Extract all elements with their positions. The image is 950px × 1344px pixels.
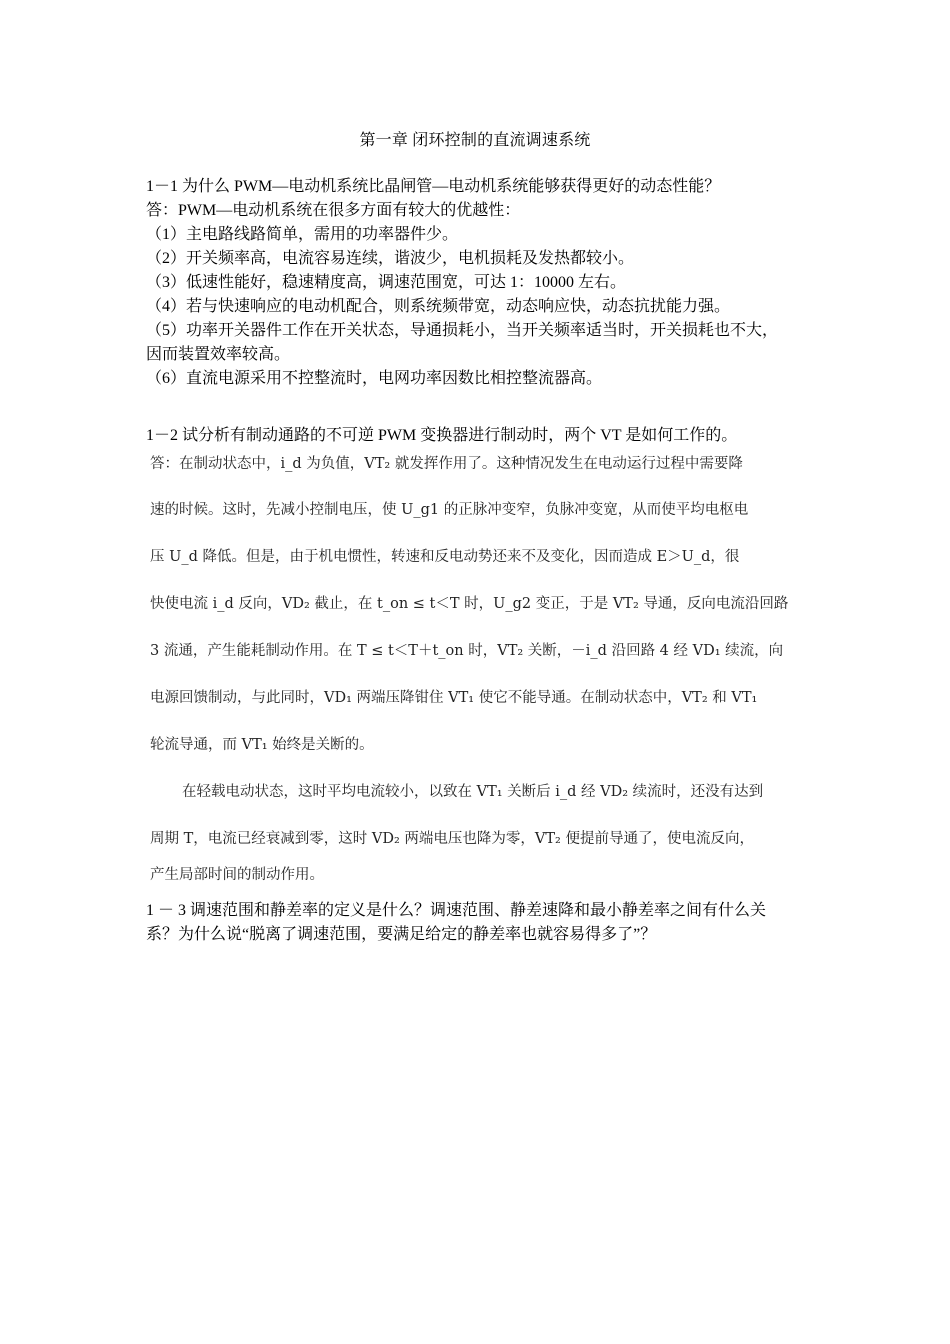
answer-1-2-line: 3 流通，产生能耗制动作用。在 T ≤ t＜T＋t_on 时，VT₂ 关断，－i_d 沿回路 4 经 VD₁ 续流，向 xyxy=(150,643,784,659)
answer-1-2-line: 答：在制动状态中，i_d 为负值，VT₂ 就发挥作用了。这种情况发生在电动运行过程中需要降 xyxy=(150,456,743,472)
answer-1-2-line: 速的时候。这时，先减小控制电压，使 U_g1 的正脉冲变窄，负脉冲变宽，从而使平均电枢电 xyxy=(150,502,749,518)
answer-point: （1）主电路线路简单，需用的功率器件少。 xyxy=(146,226,459,243)
answer-point: （6）直流电源采用不控整流时，电网功率因数比相控整流器高。 xyxy=(146,370,603,387)
question-1-1-block xyxy=(146,175,816,391)
answer-point: （4）若与快速响应的电动机配合，则系统频带宽，动态响应快，动态抗扰能力强。 xyxy=(146,298,731,315)
answer-point: （3）低速性能好，稳速精度高，调速范围宽，可达 1：10000 左右。 xyxy=(146,274,627,291)
answer-1-2-line: 在轻载电动状态，这时平均电流较小，以致在 VT₁ 关断后 i_d 经 VD₂ 续流时，还没有达到 xyxy=(182,784,764,800)
answer-1-2-line: 轮流导通，而 VT₁ 始终是关断的。 xyxy=(150,737,374,753)
answer-1-1-intro: 答：PWM—电动机系统在很多方面有较大的优越性： xyxy=(146,202,521,219)
answer-1-2-line: 周期 T，电流已经衰减到零，这时 VD₂ 两端电压也降为零，VT₂ 便提前导通了，使电流反向， xyxy=(150,831,754,847)
question-1-1: 1－1 为什么 PWM—电动机系统比晶闸管—电动机系统能够获得更好的动态性能？ xyxy=(146,178,721,195)
answer-1-2-line: 压 U_d 降低。但是，由于机电惯性，转速和反电动势还来不及变化，因而造成 E＞U_d，很 xyxy=(150,549,740,565)
answer-point: （2）开关频率高，电流容易连续，谐波少，电机损耗及发热都较小。 xyxy=(146,250,635,267)
question-1-2: 1－2 试分析有制动通路的不可逆 PWM 变换器进行制动时，两个 VT 是如何工作的。 xyxy=(146,427,738,444)
answer-1-2-line: 快使电流 i_d 反向，VD₂ 截止，在 t_on ≤ t＜T 时，U_g2 变正，于是 VT₂ 导通，反向电流沿回路 xyxy=(150,596,789,612)
answer-point: 因而装置效率较高。 xyxy=(146,346,291,363)
question-1-3-line: 系？为什么说“脱离了调速范围，要满足给定的静差率也就容易得多了”？ xyxy=(146,926,657,943)
question-1-3-block xyxy=(146,899,826,947)
answer-point: （5）功率开关器件工作在开关状态，导通损耗小，当开关频率适当时，开关损耗也不大， xyxy=(146,322,779,339)
chapter-title: 第一章 闭环控制的直流调速系统 xyxy=(359,132,591,149)
question-1-3-line: 1 － 3 调速范围和静差率的定义是什么？调速范围、静差速降和最小静差率之间有什么关 xyxy=(146,902,767,919)
answer-1-2-line: 电源回馈制动，与此同时，VD₁ 两端压降钳住 VT₁ 使它不能导通。在制动状态中，VT₂ 和 VT₁ xyxy=(150,690,758,706)
answer-1-2-line: 产生局部时间的制动作用。 xyxy=(150,867,324,883)
question-1-2-block xyxy=(146,424,816,448)
